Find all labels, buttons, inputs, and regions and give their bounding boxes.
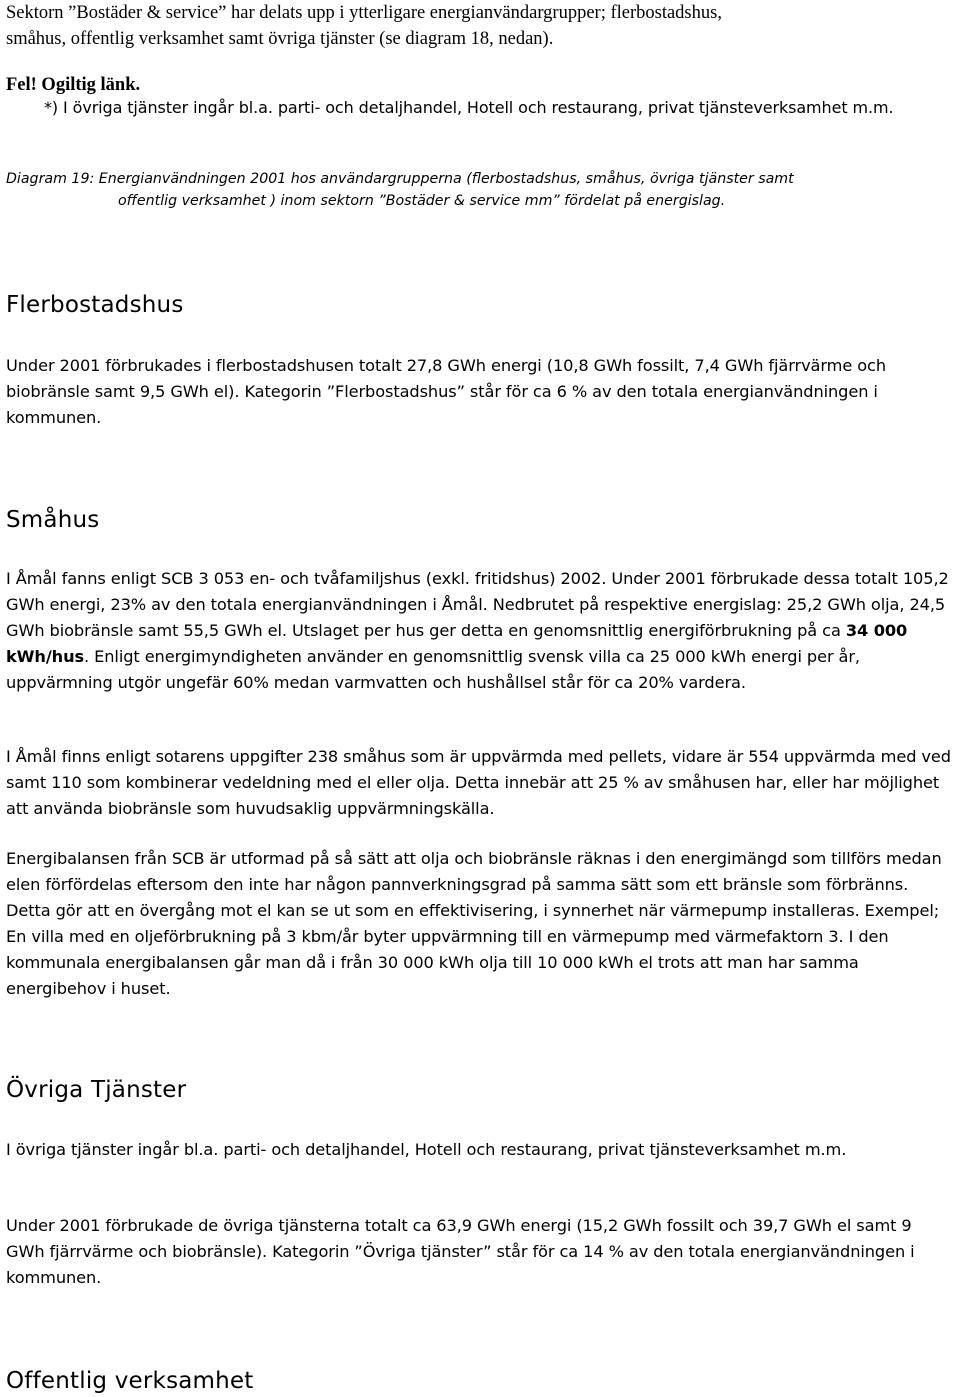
smahus-paragraph-1 (6, 566, 952, 696)
smahus-p1-text: I Åmål fanns enligt SCB 3 053 en- och tvåfamiljshus (exkl. fritidshus) 2002. Under 2001 förbrukade dessa totalt 105,2 GWh energi, 23% av den totala energianvändningen i Åmål. Nedbrutet på respektive energislag: 25,2 GWh olja, 24,5 GWh biobränsle samt 55,5 GWh el. Utslaget per hus ger detta en genomsnittlig energiförbrukning på ca (6, 569, 949, 640)
ovriga-paragraph-1: I övriga tjänster ingår bl.a. parti- och detaljhandel, Hotell och restaurang, privat tjänsteverksamhet m.m. (6, 1140, 847, 1159)
error-text: Fel! Ogiltig länk. (6, 75, 141, 95)
intro-line-2: småhus, offentlig verksamhet samt övriga tjänster (se diagram 18, nedan). (6, 29, 554, 49)
heading-smahus: Småhus (6, 507, 100, 533)
smahus-p1-bold: 34 000 kWh/hus (6, 621, 908, 666)
heading-flerbostadshus: Flerbostadshus (6, 292, 184, 318)
intro-paragraph (6, 0, 952, 52)
smahus-p1-text-end: . Enligt energimyndigheten använder en genomsnittlig svensk villa ca 25 000 kWh energi per år, uppvärmning utgör ungefär 60% medan varmvatten och hushållsel står för ca 20% vardera. (6, 647, 860, 692)
footnote: *) I övriga tjänster ingår bl.a. parti- och detaljhandel, Hotell och restaurang, privat tjänsteverksamhet m.m. (44, 98, 894, 117)
smahus-paragraph-2: I Åmål finns enligt sotarens uppgifter 238 småhus som är uppvärmda med pellets, vidare är 554 uppvärmda med ved samt 110 som kombinerar vedeldning med el eller olja. Detta innebär att 25 % av småhusen har, eller har möjlighet att använda biobränsle som huvudsaklig uppvärmningskälla. (6, 747, 951, 818)
flerbostadshus-paragraph: Under 2001 förbrukades i flerbostadshusen totalt 27,8 GWh energi (10,8 GWh fossilt, 7,4 GWh fjärrvärme och biobränsle samt 9,5 GWh el). Kategorin ”Flerbostadshus” står för ca 6 % av den totala energianvändningen i kommunen. (6, 356, 886, 427)
caption-line-2: offentlig verksamhet ) inom sektorn ”Bostäder & service mm” fördelat på energislag. (118, 193, 726, 209)
ovriga-paragraph-2: Under 2001 förbrukade de övriga tjänsterna totalt ca 63,9 GWh energi (15,2 GWh fossilt och 39,7 GWh el samt 9 GWh fjärrvärme och biobränsle). Kategorin ”Övriga tjänster” står för ca 14 % av den totala energianvändningen i kommunen. (6, 1216, 915, 1287)
heading-offentlig-verksamhet: Offentlig verksamhet (6, 1368, 254, 1394)
heading-ovriga-tjanster: Övriga Tjänster (6, 1077, 187, 1103)
intro-line-1: Sektorn ”Bostäder & service” har delats upp i ytterligare energianvändargrupper; flerbostadshus, (6, 3, 722, 23)
caption-line-1: Diagram 19: Energianvändningen 2001 hos användargrupperna (flerbostadshus, småhus, övriga tjänster samt (6, 171, 794, 187)
diagram-caption (6, 168, 952, 212)
smahus-paragraph-3: Energibalansen från SCB är utformad på så sätt att olja och biobränsle räknas i den energimängd som tillförs medan elen förfördelas eftersom den inte har någon pannverkningsgrad på samma sätt som ett bränsle som förbränns. Detta gör att en övergång mot el kan se ut som en effektivisering, i synnerhet när värmepump installeras. Exempel; En villa med en oljeförbrukning på 3 kbm/år byter uppvärmning till en värmepump med värmefaktorn 3. I den kommunala energibalansen går man då i från 30 000 kWh olja till 10 000 kWh el trots att man har samma energibehov i huset. (6, 849, 942, 998)
